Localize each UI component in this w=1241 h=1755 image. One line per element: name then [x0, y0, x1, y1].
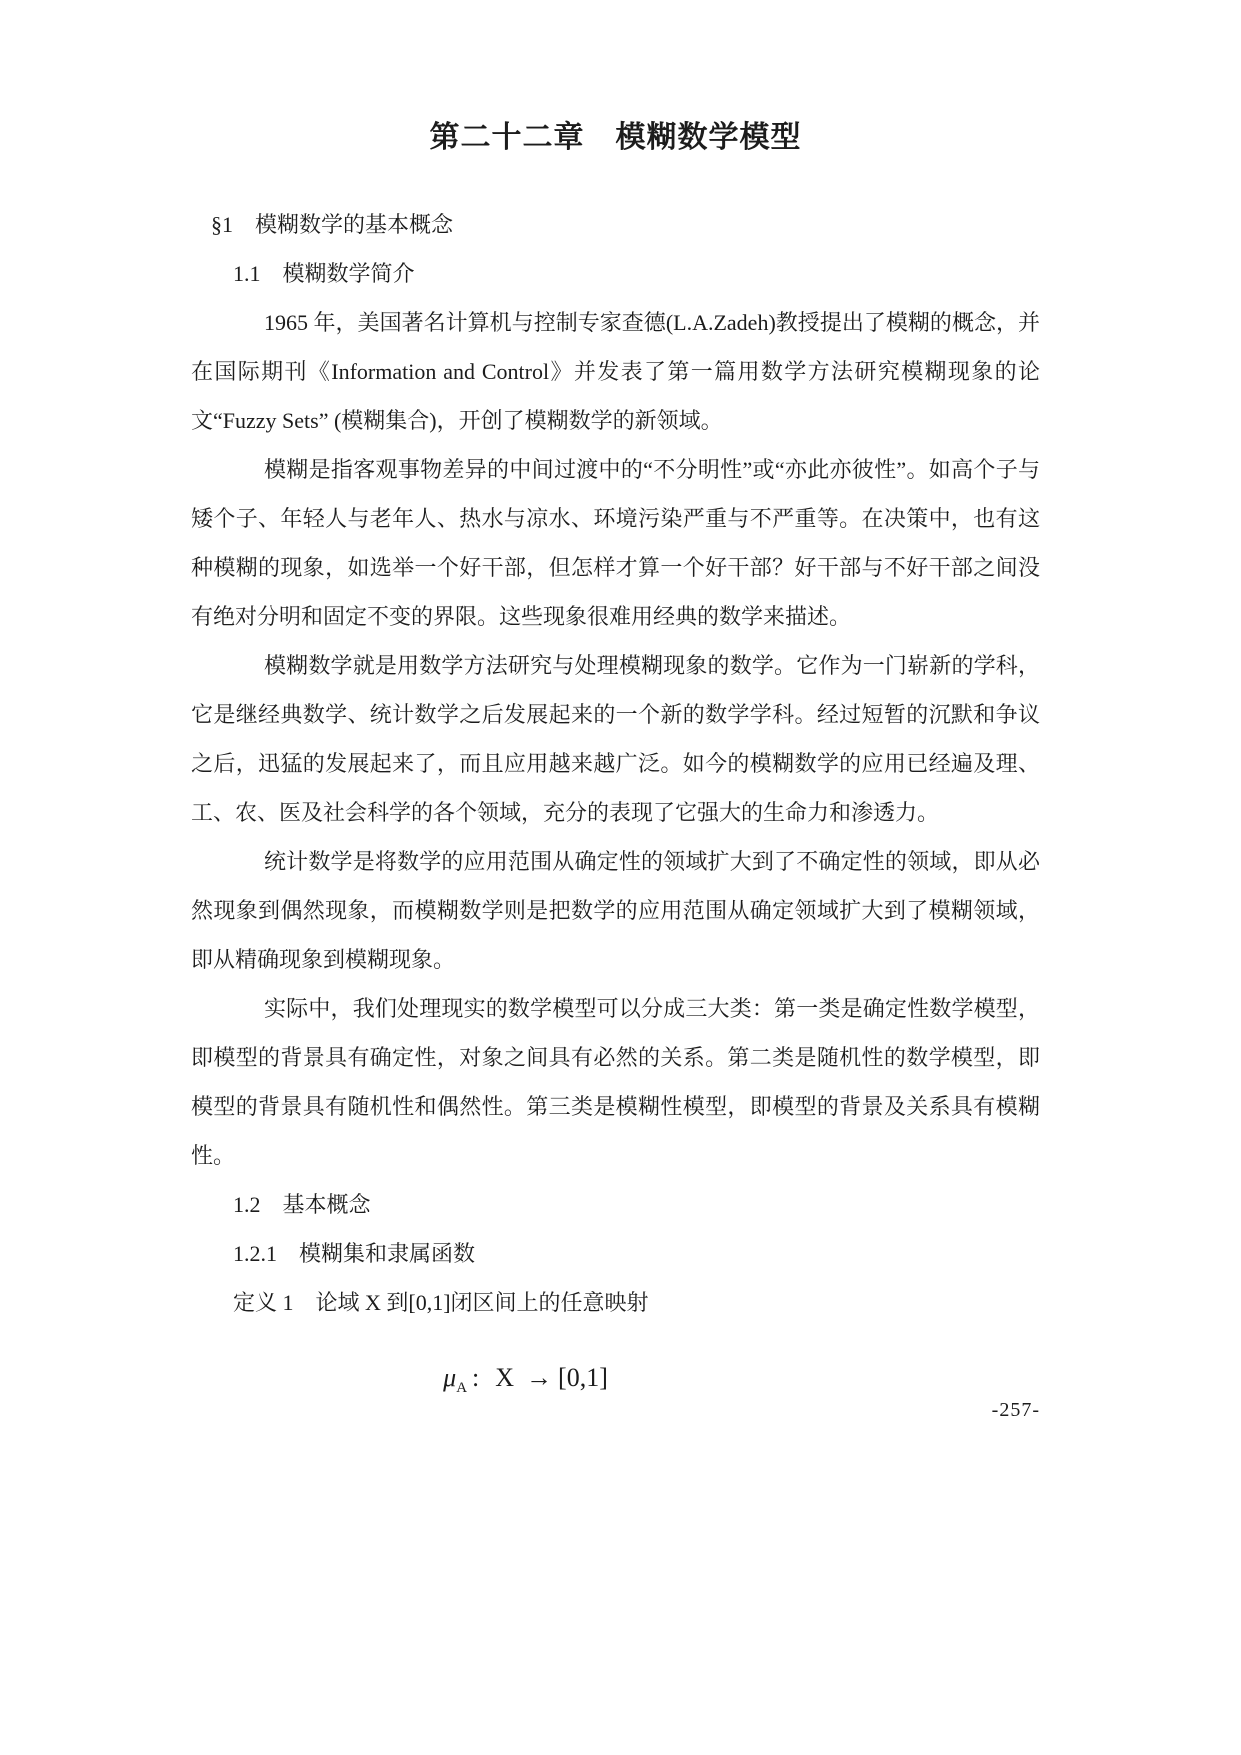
right-arrow-icon: →: [526, 1363, 553, 1392]
definition-1: 定义 1 论域 X 到[0,1]闭区间上的任意映射: [233, 1290, 649, 1315]
paragraph-three-model-types: 实际中，我们处理现实的数学模型可以分成三大类：第一类是确定性数学模型，即模型的背景具有确定性，对象之间具有必然的关系。第二类是随机性的数学模型，即模型的背景具有随机性和偶然性。第三类是模糊性模型，即模型的背景及关系具有模糊性。: [191, 996, 1040, 1168]
page-number: -257-: [991, 1399, 1040, 1421]
formula-colon: :: [472, 1363, 480, 1392]
formula-membership-function: [191, 1353, 1040, 1402]
paragraph-fuzzy-math-discipline: 模糊数学就是用数学方法研究与处理模糊现象的数学。它作为一门崭新的学科，它是继经典数学、统计数学之后发展起来的一个新的数学学科。经过短暂的沉默和争议之后，迅猛的发展起来了，而且应用越来越广泛。如今的模糊数学的应用已经遍及理、工、农、医及社会科学的各个领域，充分的表现了它强大的生命力和渗透力。: [191, 653, 1040, 825]
section-heading-1: §1 模糊数学的基本概念: [211, 212, 454, 237]
paragraph-fuzzy-history: 1965 年，美国著名计算机与控制专家查德(L.A.Zadeh)教授提出了模糊的概念，并在国际期刊《Information and Control》并发表了第一篇用数学方法研究模糊现象的论文“Fuzzy Sets” (模糊集合)，开创了模糊数学的新领域。: [191, 310, 1040, 433]
formula-subscript-a: A: [456, 1380, 468, 1397]
section-heading-1-2: 1.2 基本概念: [233, 1192, 371, 1217]
paragraph-fuzzy-meaning: 模糊是指客观事物差异的中间过渡中的“不分明性”或“亦此亦彼性”。如高个子与矮个子、年轻人与老年人、热水与凉水、环境污染严重与不严重等。在决策中，也有这种模糊的现象，如选举一个好干部，但怎样才算一个好干部？好干部与不好干部之间没有绝对分明和固定不变的界限。这些现象很难用经典的数学来描述。: [191, 457, 1040, 629]
document-content: [191, 0, 1040, 1402]
formula-expression: [443, 1363, 608, 1397]
section-heading-1-2-1: 1.2.1 模糊集和隶属函数: [233, 1241, 476, 1266]
chapter-title: 第二十二章 模糊数学模型: [429, 121, 802, 154]
formula-domain-x: X: [495, 1363, 515, 1392]
section-heading-1-1: 1.1 模糊数学简介: [233, 261, 415, 286]
paragraph-statistics-vs-fuzzy: 统计数学是将数学的应用范围从确定性的领域扩大到了不确定性的领域，即从必然现象到偶然现象，而模糊数学则是把数学的应用范围从确定领域扩大到了模糊领域，即从精确现象到模糊现象。: [191, 849, 1040, 972]
formula-range-interval: [0,1]: [558, 1363, 608, 1392]
mu-symbol: μ: [443, 1363, 457, 1392]
